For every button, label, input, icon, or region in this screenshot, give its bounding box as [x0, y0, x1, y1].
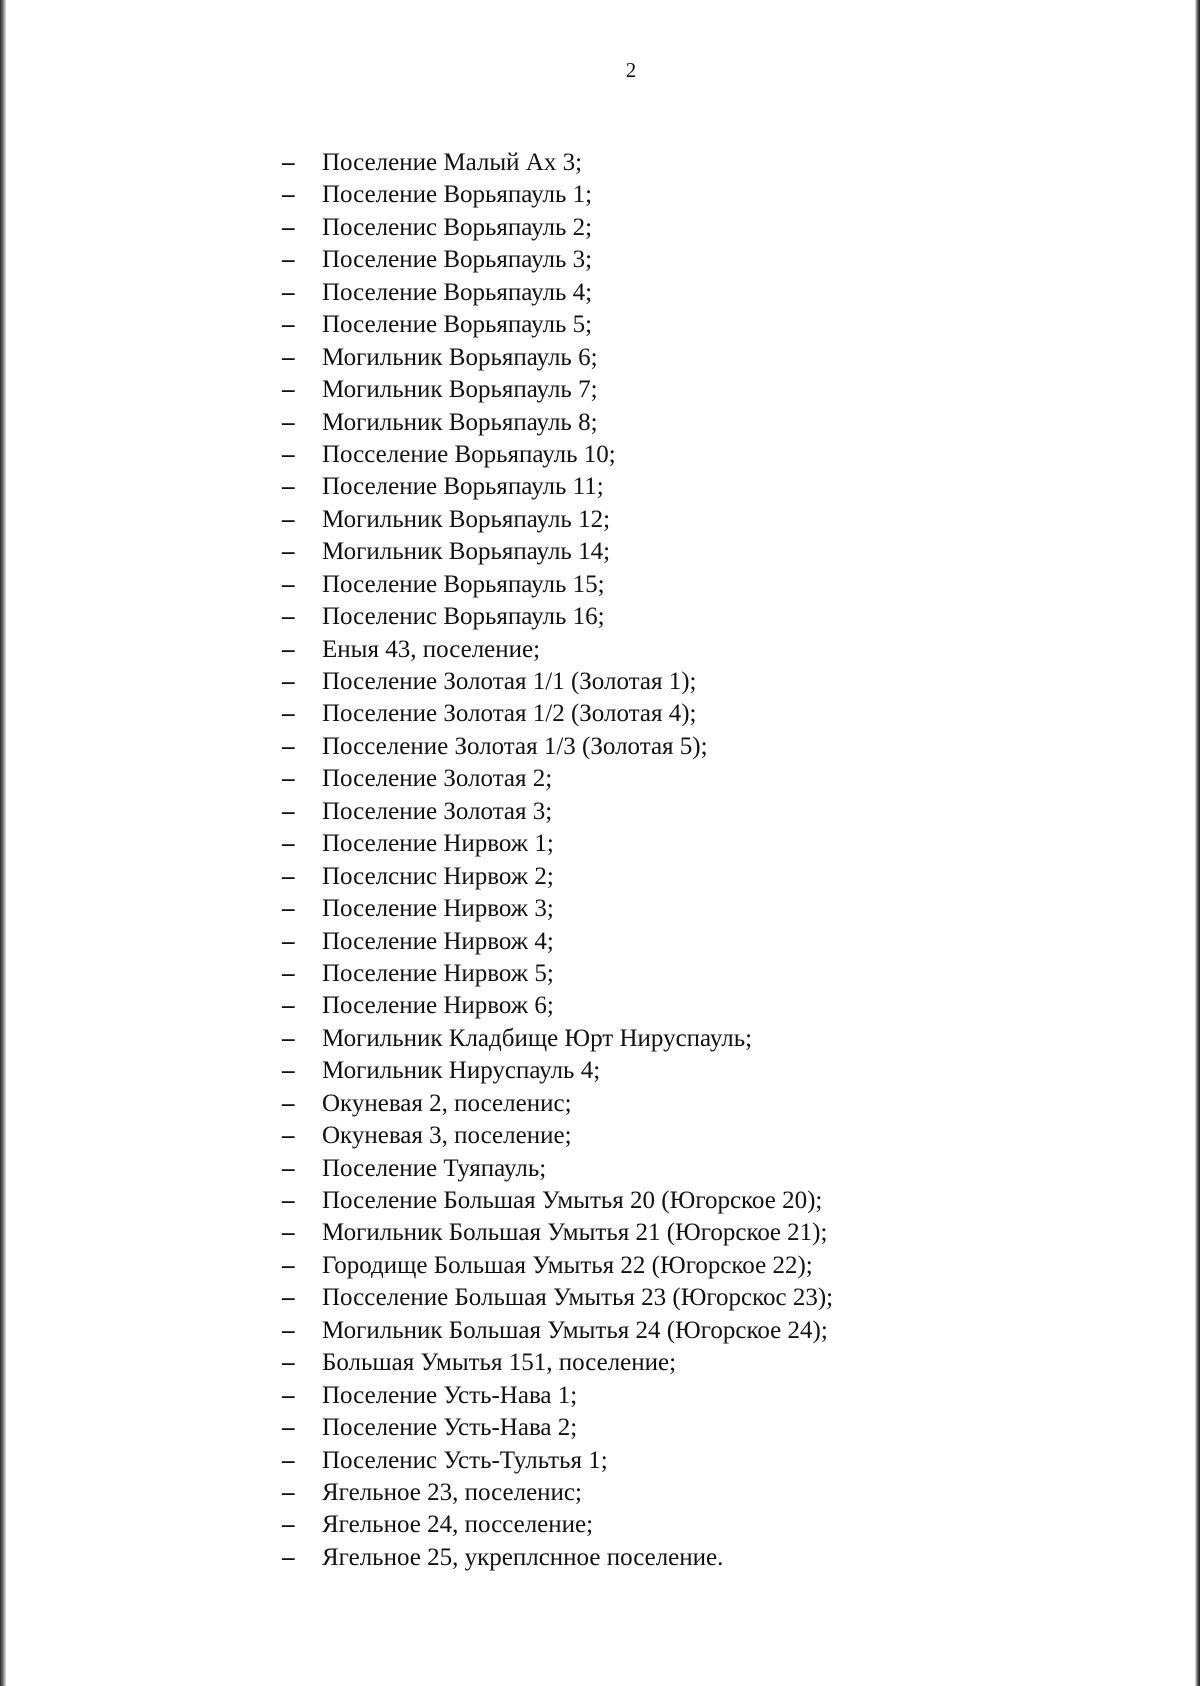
list-item — [282, 374, 833, 406]
list-bullet-dash: – — [282, 408, 295, 436]
list-item — [282, 926, 833, 958]
list-bullet-dash: – — [282, 700, 295, 728]
list-item-text: Могильник Ворьяпауль 12; — [322, 505, 611, 533]
list-bullet-dash: – — [282, 1154, 295, 1182]
list-bullet-dash: – — [282, 992, 295, 1020]
list-bullet-dash: – — [282, 570, 295, 598]
list-item — [282, 796, 833, 828]
list-item — [282, 1055, 833, 1087]
list-bullet-dash: – — [282, 1543, 295, 1571]
list-item — [282, 958, 833, 990]
list-item-text: Ягельное 23, поселенис; — [322, 1478, 582, 1506]
list-item-text: Поселение Нирвож 3; — [322, 895, 554, 923]
list-item — [282, 212, 833, 244]
list-item-text: Могильник Кладбище Юрт Нируспауль; — [322, 1024, 753, 1052]
list-item — [282, 990, 833, 1022]
list-item — [282, 601, 833, 633]
list-item-text: Поселение Ворьяпауль 11; — [322, 473, 604, 501]
list-item — [282, 1023, 833, 1055]
list-item — [282, 1412, 833, 1444]
list-bullet-dash: – — [282, 278, 295, 306]
list-bullet-dash: – — [282, 959, 295, 987]
list-item — [282, 861, 833, 893]
list-item-text: Городище Большая Умытья 22 (Югорское 22); — [322, 1251, 813, 1279]
list-item — [282, 1477, 833, 1509]
list-item — [282, 666, 833, 698]
list-item — [282, 1445, 833, 1477]
page-number: 2 — [625, 58, 637, 82]
list-item-text: Ягельное 24, посселение; — [322, 1511, 594, 1539]
scan-edge-right — [1195, 0, 1200, 1686]
list-item-text: Окуневая 3, поселение; — [322, 1122, 572, 1150]
list-item-text: Поселение Золотая 3; — [322, 797, 553, 825]
list-item-text: Поселенис Ворьяпауль 2; — [322, 213, 593, 241]
list-item-text: Поселение Нирвож 6; — [322, 992, 554, 1020]
list-item-text: Поселение Золотая 1/1 (Золотая 1); — [322, 668, 697, 695]
list-item — [282, 309, 833, 341]
list-bullet-dash: – — [282, 862, 295, 890]
list-bullet-dash: – — [282, 376, 295, 404]
list-item-text: Могильник Ворьяпауль 8; — [322, 408, 598, 436]
list-item — [282, 763, 833, 795]
list-item — [282, 828, 833, 860]
list-item — [282, 1282, 833, 1314]
list-bullet-dash: – — [282, 732, 295, 760]
list-bullet-dash: – — [282, 505, 295, 533]
list-bullet-dash: – — [282, 1316, 295, 1344]
list-item — [282, 1315, 833, 1347]
list-item-text: Могильник Ворьяпауль 6; — [322, 343, 598, 371]
list-bullet-dash: – — [282, 1349, 295, 1377]
list-item-text: Поселение Ворьяпауль 1; — [322, 181, 593, 209]
list-bullet-dash: – — [282, 1284, 295, 1312]
list-bullet-dash: – — [282, 1219, 295, 1247]
list-bullet-dash: – — [282, 213, 295, 241]
list-item-text: Поселенис Усть-Тультья 1; — [322, 1446, 608, 1474]
list-item — [282, 1120, 833, 1152]
list-item-text: Могильник Большая Умытья 24 (Югорское 24); — [322, 1316, 828, 1344]
list-bullet-dash: – — [282, 1511, 295, 1539]
list-item-text: Поселение Малый Ах 3; — [322, 149, 583, 176]
list-bullet-dash: – — [282, 149, 295, 176]
list-bullet-dash: – — [282, 895, 295, 923]
list-bullet-dash: – — [282, 603, 295, 631]
list-item-text: Окуневая 2, поселенис; — [322, 1089, 572, 1117]
list-item-text: Поселение Усть-Нава 1; — [322, 1381, 578, 1409]
list-bullet-dash: – — [282, 1478, 295, 1506]
list-bullet-dash: – — [282, 1089, 295, 1117]
list-item-text: Посселение Золотая 1/3 (Золотая 5); — [322, 732, 708, 760]
list-bullet-dash: – — [282, 1057, 295, 1085]
list-item-text: Поселенис Ворьяпауль 16; — [322, 603, 605, 631]
list-item-text: Поселение Ворьяпауль 4; — [322, 278, 593, 306]
list-item-text: Поселение Золотая 1/2 (Золотая 4); — [322, 700, 697, 728]
list-item-text: Поселение Большая Умытья 20 (Югорское 20); — [322, 1187, 823, 1214]
list-item — [282, 731, 833, 763]
list-bullet-dash: – — [282, 246, 295, 274]
list-item — [282, 277, 833, 309]
list-item-text: Посселение Ворьяпауль 10; — [322, 440, 616, 468]
list-item — [282, 179, 833, 211]
list-item-text: Поселение Ворьяпауль 3; — [322, 246, 593, 274]
list-bullet-dash: – — [282, 797, 295, 825]
list-item-text: Поселснис Нирвож 2; — [322, 862, 554, 890]
list-bullet-dash: – — [282, 1381, 295, 1409]
list-item-text: Поселение Нирвож 4; — [322, 927, 554, 955]
list-item — [282, 244, 833, 276]
list-bullet-dash: – — [282, 927, 295, 955]
list-bullet-dash: – — [282, 440, 295, 468]
list-item-text: Поселение Нирвож 5; — [322, 959, 554, 987]
list-item — [282, 698, 833, 730]
list-item — [282, 536, 833, 568]
list-item — [282, 569, 833, 601]
list-item — [282, 1347, 833, 1379]
list-item — [282, 1380, 833, 1412]
list-item — [282, 439, 833, 471]
list-bullet-dash: – — [282, 1446, 295, 1474]
list-item — [282, 342, 833, 374]
list-item — [282, 893, 833, 925]
list-item — [282, 1509, 833, 1541]
list-item-text: Посселение Большая Умытья 23 (Югорскоc 23); — [322, 1284, 834, 1312]
list-item — [282, 147, 833, 179]
list-bullet-dash: – — [282, 668, 295, 695]
list-bullet-dash: – — [282, 830, 295, 858]
list-item-text: Могильник Ворьяпауль 7; — [322, 376, 598, 404]
list-bullet-dash: – — [282, 1251, 295, 1279]
list-item-text: Ягельное 25, укреплснное поселение. — [322, 1543, 724, 1571]
list-item-text: Поселение Золотая 2; — [322, 765, 553, 793]
list-item-text: Могильник Ворьяпауль 14; — [322, 538, 611, 566]
list-item-text: Могильник Нируспауль 4; — [322, 1057, 601, 1085]
list-item-text: Большая Умытья 151, поселение; — [322, 1349, 677, 1377]
scan-edge-left — [0, 0, 6, 1686]
list-bullet-dash: – — [282, 1024, 295, 1052]
list-item-text: Еныя 43, поселение; — [322, 635, 541, 663]
list-bullet-dash: – — [282, 473, 295, 501]
list-item — [282, 1185, 833, 1217]
list-item — [282, 407, 833, 439]
list-bullet-dash: – — [282, 181, 295, 209]
list-item-text: Поселение Ворьяпауль 5; — [322, 311, 593, 339]
list-item-text: Поселение Нирвож 1; — [322, 830, 554, 858]
list-bullet-dash: – — [282, 1414, 295, 1442]
list-bullet-dash: – — [282, 1187, 295, 1214]
list-bullet-dash: – — [282, 635, 295, 663]
list-item — [282, 634, 833, 666]
list-bullet-dash: – — [282, 1122, 295, 1150]
list-item — [282, 1153, 833, 1185]
list-item — [282, 1217, 833, 1249]
list-item — [282, 1542, 833, 1574]
site-list — [282, 147, 833, 1574]
list-item — [282, 1088, 833, 1120]
list-item-text: Поселение Ворьяпауль 15; — [322, 570, 605, 598]
list-bullet-dash: – — [282, 311, 295, 339]
list-item — [282, 504, 833, 536]
list-item-text: Поселение Туяпауль; — [322, 1154, 547, 1182]
list-item — [282, 471, 833, 503]
list-item — [282, 1250, 833, 1282]
list-item-text: Поселение Усть-Нава 2; — [322, 1414, 578, 1442]
list-bullet-dash: – — [282, 765, 295, 793]
list-bullet-dash: – — [282, 343, 295, 371]
list-item-text: Могильник Большая Умытья 21 (Югорскоe 21); — [322, 1219, 828, 1247]
list-bullet-dash: – — [282, 538, 295, 566]
